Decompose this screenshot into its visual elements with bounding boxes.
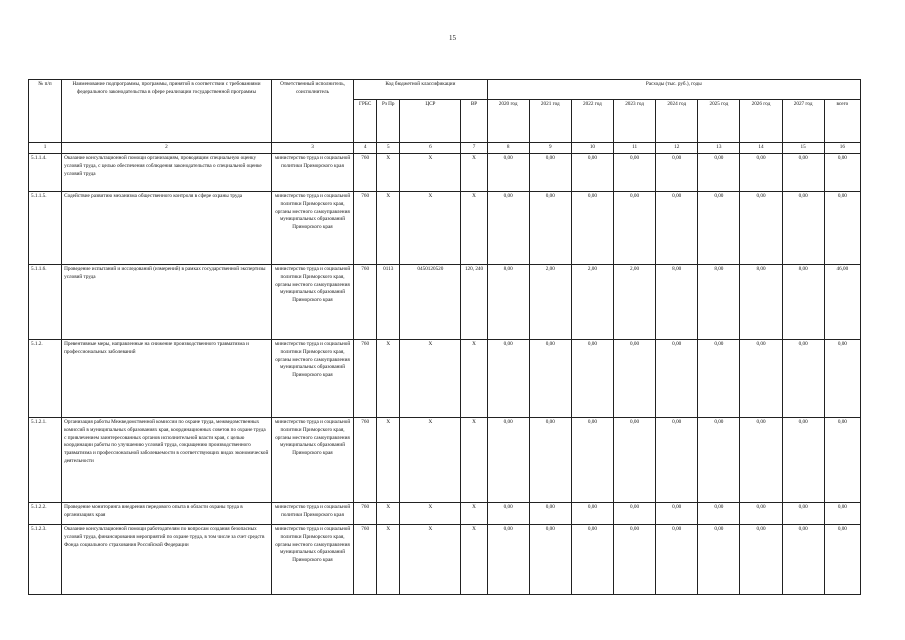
row-year-value: 2,00 — [614, 265, 656, 340]
table-row — [29, 525, 861, 595]
column-number: 15 — [782, 143, 824, 154]
row-vr: Х — [461, 340, 487, 418]
header-year: 2022 год — [571, 100, 613, 143]
column-number: 14 — [740, 143, 782, 154]
row-name: Превентивные меры, направленные на снижение производственного травматизма и профессиональных заболеваний — [62, 340, 272, 418]
row-code: 5.1.2.3. — [29, 525, 62, 595]
header-grbs: ГРБС — [354, 100, 377, 143]
row-year-value: 0,00 — [614, 340, 656, 418]
row-grbs: 760 — [354, 192, 377, 265]
row-name: Проведение испытаний и исследований (измерений) в рамках государственной экспертизы условий труда — [62, 265, 272, 340]
row-code: 5.1.2.1. — [29, 418, 62, 503]
header-no: № п/п — [29, 80, 62, 143]
row-vr: Х — [461, 525, 487, 595]
row-total-value: 0,00 — [824, 340, 860, 418]
column-number: 3 — [271, 143, 353, 154]
row-year-value: 0,00 — [614, 503, 656, 525]
column-number: 10 — [571, 143, 613, 154]
row-year-value: 8,00 — [740, 265, 782, 340]
header-vr: ВР — [461, 100, 487, 143]
row-year-value: 8,00 — [782, 265, 824, 340]
row-rzpr: Х — [377, 154, 400, 192]
header-year: 2027 год — [782, 100, 824, 143]
row-year-value: 0,00 — [782, 154, 824, 192]
row-grbs: 760 — [354, 340, 377, 418]
column-number-row — [29, 143, 861, 154]
header-total: всего — [824, 100, 860, 143]
row-code: 5.1.1.4. — [29, 154, 62, 192]
column-number: 16 — [824, 143, 860, 154]
row-year-value: 0,00 — [487, 525, 529, 595]
column-number: 12 — [656, 143, 698, 154]
row-year-value: 0,00 — [571, 340, 613, 418]
row-vr: Х — [461, 154, 487, 192]
row-year-value: 0,00 — [740, 340, 782, 418]
row-year-value: 0,00 — [487, 503, 529, 525]
row-total-value: 0,00 — [824, 192, 860, 265]
row-grbs: 760 — [354, 525, 377, 595]
row-year-value: 0,00 — [614, 418, 656, 503]
row-name: Проведение мониторинга внедрения передового опыта в области охраны труда в организациях края — [62, 503, 272, 525]
row-csr: Х — [400, 154, 461, 192]
budget-table — [28, 79, 861, 595]
row-year-value: 0,00 — [571, 192, 613, 265]
header-year: 2025 год — [698, 100, 740, 143]
row-year-value: 0,00 — [487, 340, 529, 418]
row-name: Оказание консультационной помощи организациям, проводящим специальную оценку условий труда, с целью обеспечения соблюдения законодательства о специальной оценке условий труда — [62, 154, 272, 192]
row-year-value: 0,00 — [782, 418, 824, 503]
row-year-value: 0,00 — [529, 340, 571, 418]
row-year-value: 2,00 — [529, 265, 571, 340]
row-responsible: министерство труда и социальной политики Приморского края, органы местного самоуправления муниципальных образований Приморского края — [271, 265, 353, 340]
row-year-value: 0,00 — [529, 503, 571, 525]
table-row — [29, 192, 861, 265]
header-year: 2026 год — [740, 100, 782, 143]
row-csr: 0450120520 — [400, 265, 461, 340]
row-year-value: 0,00 — [656, 192, 698, 265]
row-code: 5.1.1.5. — [29, 192, 62, 265]
table-row — [29, 154, 861, 192]
row-total-value: 0,00 — [824, 418, 860, 503]
page-number: 15 — [449, 34, 456, 42]
row-vr: Х — [461, 418, 487, 503]
row-csr: Х — [400, 503, 461, 525]
row-responsible: министерство труда и социальной политики Приморского края — [271, 503, 353, 525]
row-year-value: 0,00 — [656, 418, 698, 503]
row-rzpr: 0113 — [377, 265, 400, 340]
row-year-value: 0,00 — [529, 418, 571, 503]
row-rzpr: Х — [377, 192, 400, 265]
row-year-value: 0,00 — [782, 192, 824, 265]
row-year-value: 2,00 — [571, 265, 613, 340]
row-year-value: 0,00 — [614, 192, 656, 265]
column-number: 7 — [461, 143, 487, 154]
row-name: Оказание консультационной помощи работодателям по вопросам создания безопасных условий труда, финансирования мероприятий по охране труда, в том числе за счет средств Фонда социального страхования Российской Федерации — [62, 525, 272, 595]
row-year-value: 0,00 — [614, 525, 656, 595]
row-year-value: 0,00 — [698, 340, 740, 418]
column-number: 5 — [377, 143, 400, 154]
row-year-value: 0,00 — [782, 503, 824, 525]
header-budget-code-group: Код бюджетной классификации — [354, 80, 487, 100]
row-year-value: 0,00 — [571, 418, 613, 503]
column-number: 13 — [698, 143, 740, 154]
row-year-value: 0,00 — [571, 154, 613, 192]
row-responsible: министерство труда и социальной политики Приморского края, органы местного самоуправления муниципальных образований Приморского края — [271, 418, 353, 503]
row-year-value: 0,00 — [656, 340, 698, 418]
column-number: 4 — [354, 143, 377, 154]
row-vr: Х — [461, 503, 487, 525]
row-rzpr: Х — [377, 340, 400, 418]
row-code: 5.1.2. — [29, 340, 62, 418]
row-year-value: 0,00 — [740, 192, 782, 265]
row-rzpr: Х — [377, 503, 400, 525]
table-row — [29, 340, 861, 418]
row-responsible: министерство труда и социальной политики Приморского края, органы местного самоуправления муниципальных образований Приморского края — [271, 340, 353, 418]
row-csr: Х — [400, 418, 461, 503]
column-number: 6 — [400, 143, 461, 154]
row-code: 5.1.1.6. — [29, 265, 62, 340]
table-row — [29, 418, 861, 503]
header-year: 2021 год — [529, 100, 571, 143]
row-grbs: 760 — [354, 265, 377, 340]
row-vr: 120, 240 — [461, 265, 487, 340]
row-year-value: 8,00 — [656, 265, 698, 340]
row-vr: Х — [461, 192, 487, 265]
row-total-value: 0,00 — [824, 154, 860, 192]
row-year-value: 0,00 — [740, 154, 782, 192]
row-year-value: 0,00 — [487, 192, 529, 265]
header-expenses-group: Расходы (тыс. руб.), годы — [487, 80, 860, 100]
row-year-value: 0,00 — [571, 525, 613, 595]
header-responsible: Ответственный исполнитель, соисполнитель — [271, 80, 353, 143]
row-grbs: 760 — [354, 503, 377, 525]
row-responsible: министерство труда и социальной политики Приморского края, органы местного самоуправления муниципальных образований Приморского края — [271, 525, 353, 595]
row-year-value: 0,00 — [656, 154, 698, 192]
header-year: 2024 год — [656, 100, 698, 143]
row-year-value: 0,00 — [487, 418, 529, 503]
row-rzpr: Х — [377, 525, 400, 595]
header-name: Наименование подпрограммы, программы, принятой в соответствии с требованиями федерального законодательства в сфере реализации государственной программы — [62, 80, 272, 143]
row-total-value: 46,00 — [824, 265, 860, 340]
row-year-value: 0,00 — [529, 525, 571, 595]
row-year-value: 0,00 — [698, 525, 740, 595]
row-year-value: 0,00 — [487, 154, 529, 192]
row-csr: Х — [400, 192, 461, 265]
row-year-value: 0,00 — [698, 503, 740, 525]
table-row — [29, 265, 861, 340]
row-csr: Х — [400, 340, 461, 418]
column-number: 8 — [487, 143, 529, 154]
row-name: Организация работы Межведомственной комиссии по охране труда, межведомственных комиссий в муниципальных образованиях края, координационных советов по охране труда с привлечением заинтересованных органов исполнительной власти края, с целью координации работы по улучшению условий труда, сокращению производственного травматизма и профессиональной заболеваемости в соответствующих видах экономической деятельности — [62, 418, 272, 503]
header-year: 2023 год — [614, 100, 656, 143]
row-year-value: 0,00 — [614, 154, 656, 192]
row-year-value: 8,00 — [487, 265, 529, 340]
table-body — [29, 154, 861, 595]
row-rzpr: Х — [377, 418, 400, 503]
row-grbs: 760 — [354, 418, 377, 503]
table-row — [29, 503, 861, 525]
row-year-value: 0,00 — [529, 192, 571, 265]
row-responsible: министерство труда и социальной политики Приморского края, органы местного самоуправления муниципальных образований Приморского края — [271, 192, 353, 265]
row-year-value: 0,00 — [529, 154, 571, 192]
column-number: 9 — [529, 143, 571, 154]
row-year-value: 0,00 — [782, 340, 824, 418]
row-csr: Х — [400, 525, 461, 595]
column-number: 11 — [614, 143, 656, 154]
row-code: 5.1.2.2. — [29, 503, 62, 525]
row-year-value: 8,00 — [698, 265, 740, 340]
row-year-value: 0,00 — [782, 525, 824, 595]
row-total-value: 0,00 — [824, 503, 860, 525]
row-year-value: 0,00 — [698, 192, 740, 265]
row-year-value: 0,00 — [740, 525, 782, 595]
row-responsible: министерство труда и социальной политики Приморского края — [271, 154, 353, 192]
header-csr: ЦСР — [400, 100, 461, 143]
header-row-top — [29, 80, 861, 100]
row-year-value: 0,00 — [740, 503, 782, 525]
row-year-value: 0,00 — [698, 154, 740, 192]
row-year-value: 0,00 — [740, 418, 782, 503]
row-year-value: 0,00 — [698, 418, 740, 503]
row-name: Содействие развитию механизма общественного контроля в сфере охраны труда — [62, 192, 272, 265]
column-number: 2 — [62, 143, 272, 154]
header-rzpr: Рз Пр — [377, 100, 400, 143]
row-grbs: 760 — [354, 154, 377, 192]
header-year: 2020 год — [487, 100, 529, 143]
row-year-value: 0,00 — [656, 503, 698, 525]
row-year-value: 0,00 — [656, 525, 698, 595]
row-year-value: 0,00 — [571, 503, 613, 525]
column-number: 1 — [29, 143, 62, 154]
row-total-value: 0,00 — [824, 525, 860, 595]
